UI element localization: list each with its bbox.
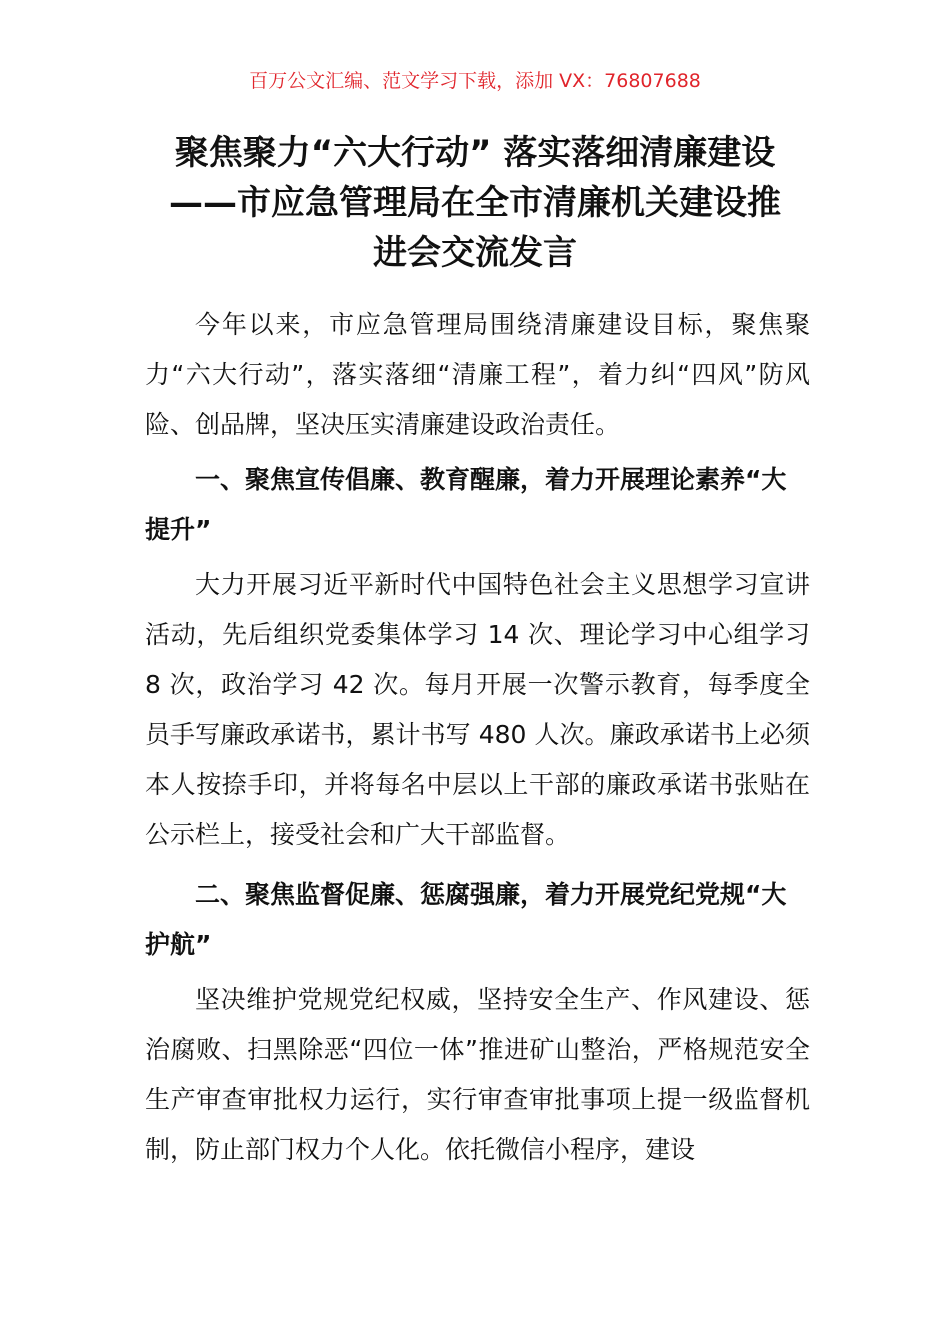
section-1-paragraph: 大力开展习近平新时代中国特色社会主义思想学习宣讲活动，先后组织党委集体学习 14 次、理论学习中心组学习 8 次，政治学习 42 次。每月开展一次警示教育，每季度全员手写廉政承诺书，累计书写 480 人次。廉政承诺书上必须本人按捺手印，并将每名中层以上干部的廉政承诺书张贴在公示栏上，接受社会和广大干部监督。: [145, 570, 810, 849]
title-line-1: 聚焦聚力“六大行动” 落实落细清廉建设: [174, 133, 776, 173]
document-title: [120, 128, 830, 278]
title-line-3: 进会交流发言: [373, 233, 577, 273]
intro-paragraph: 今年以来，市应急管理局围绕清廉建设目标，聚焦聚力“六大行动”，落实落细“清廉工程”，着力纠“四风”防风险、创品牌，坚决压实清廉建设政治责任。: [145, 310, 810, 439]
header-note: 百万公文汇编、范文学习下载，添加 VX：76807688: [249, 70, 701, 92]
title-line-2: ——市应急管理局在全市清廉机关建设推: [169, 183, 781, 223]
section-1-heading: 一、聚焦宣传倡廉、教育醒廉，着力开展理论素养“大提升”: [145, 465, 787, 544]
section-2-paragraph: 坚决维护党规党纪权威，坚持安全生产、作风建设、惩治腐败、扫黑除恶“四位一体”推进矿山整治，严格规范安全生产审查审批权力运行，实行审查审批事项上提一级监督机制，防止部门权力个人化。依托微信小程序，建设: [145, 985, 810, 1164]
section-2-heading: 二、聚焦监督促廉、惩腐强廉，着力开展党纪党规“大护航”: [145, 880, 787, 959]
